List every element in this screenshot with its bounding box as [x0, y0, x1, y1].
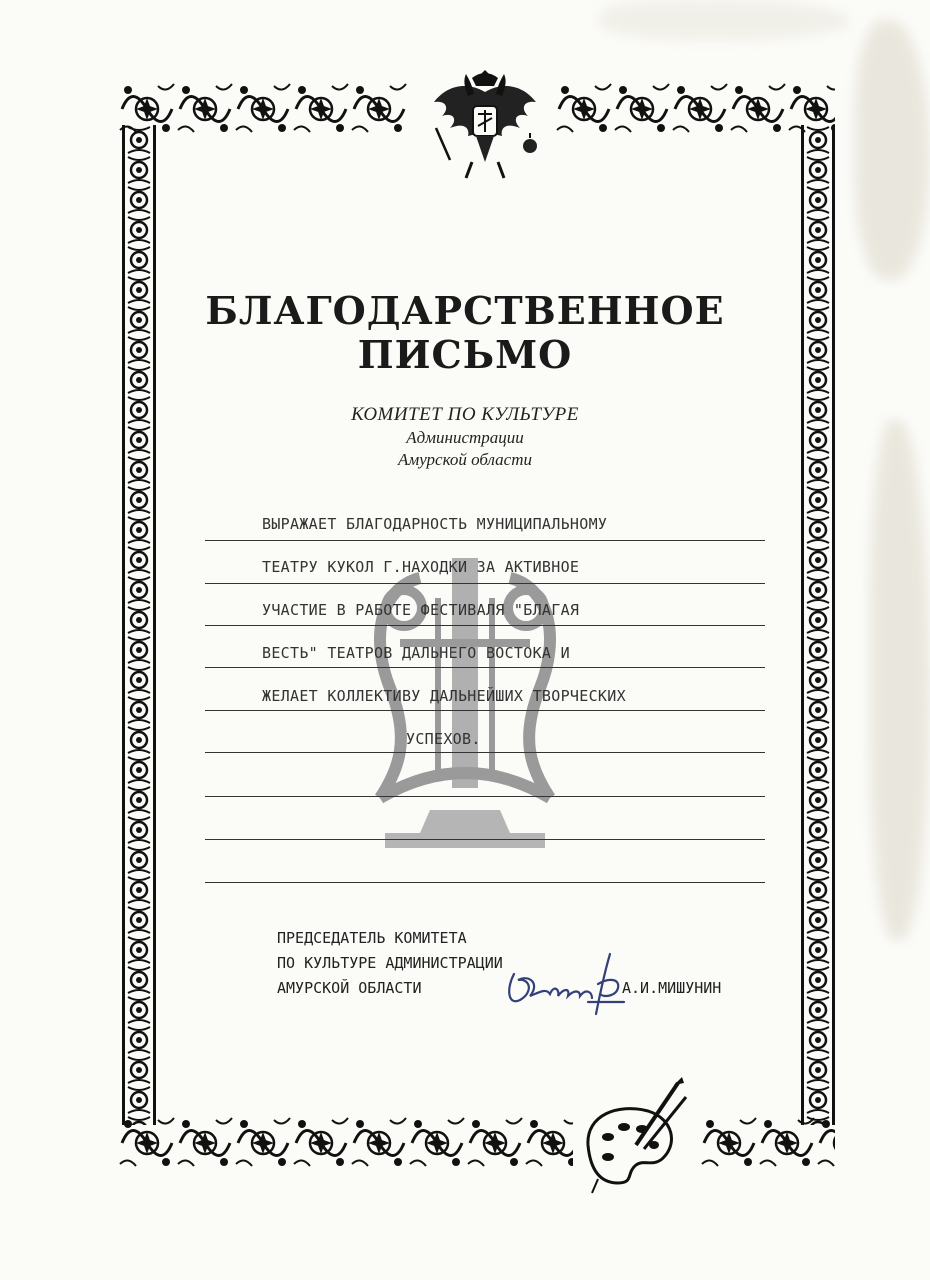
ornament-border-top-right	[555, 78, 835, 140]
ornament-border-bottom-right	[700, 1112, 835, 1174]
ruled-line	[205, 583, 765, 584]
signatory-title-line: ПО КУЛЬТУРЕ АДМИНИСТРАЦИИ	[277, 954, 503, 972]
body-text-line: ЖЕЛАЕТ КОЛЛЕКТИВУ ДАЛЬНЕЙШИХ ТВОРЧЕСКИХ	[262, 687, 626, 705]
signatory-title-line: ПРЕДСЕДАТЕЛЬ КОМИТЕТА	[277, 929, 467, 947]
issuer-administration: Администрации	[406, 428, 524, 447]
ruled-line	[205, 625, 765, 626]
issuer-name: КОМИТЕТ ПО КУЛЬТУРЕ	[351, 404, 579, 425]
ruled-line	[205, 710, 765, 711]
coat-of-arms-icon	[428, 62, 542, 182]
body-text-line: УСПЕХОВ.	[406, 730, 481, 748]
signatory-name: А.И.МИШУНИН	[622, 979, 722, 997]
ruled-line	[205, 540, 765, 541]
ornament-border-right	[801, 125, 835, 1125]
document-title-line1: БЛАГОДАРСТВЕННОЕ	[205, 288, 725, 333]
ornament-border-left	[122, 125, 156, 1125]
body-text-line: УЧАСТИЕ В РАБОТЕ ФЕСТИВАЛЯ "БЛАГАЯ	[262, 601, 580, 619]
signatory-title-line: АМУРСКОЙ ОБЛАСТИ	[277, 979, 422, 997]
document-title-line2: ПИСЬМО	[357, 332, 573, 377]
ornament-border-bottom-left	[118, 1112, 573, 1174]
ornament-border-top-left	[118, 78, 408, 140]
paper-stain	[600, 0, 850, 40]
body-text-line: ВЕСТЬ" ТЕАТРОВ ДАЛЬНЕГО ВОСТОКА И	[262, 644, 570, 662]
ruled-line	[205, 667, 765, 668]
paper-stain	[870, 420, 930, 940]
ruled-line	[205, 839, 765, 840]
body-text-line: ВЫРАЖАЕТ БЛАГОДАРНОСТЬ МУНИЦИПАЛЬНОМУ	[262, 515, 608, 533]
ruled-line	[205, 882, 765, 883]
ruled-line	[205, 752, 765, 753]
body-text-line: ТЕАТРУ КУКОЛ Г.НАХОДКИ ЗА АКТИВНОЕ	[262, 558, 580, 576]
issuer-region: Амурской области	[398, 450, 532, 469]
paper-stain	[855, 20, 930, 280]
palette-icon	[578, 1075, 690, 1195]
handwritten-signature	[500, 944, 640, 1024]
ruled-line	[205, 796, 765, 797]
